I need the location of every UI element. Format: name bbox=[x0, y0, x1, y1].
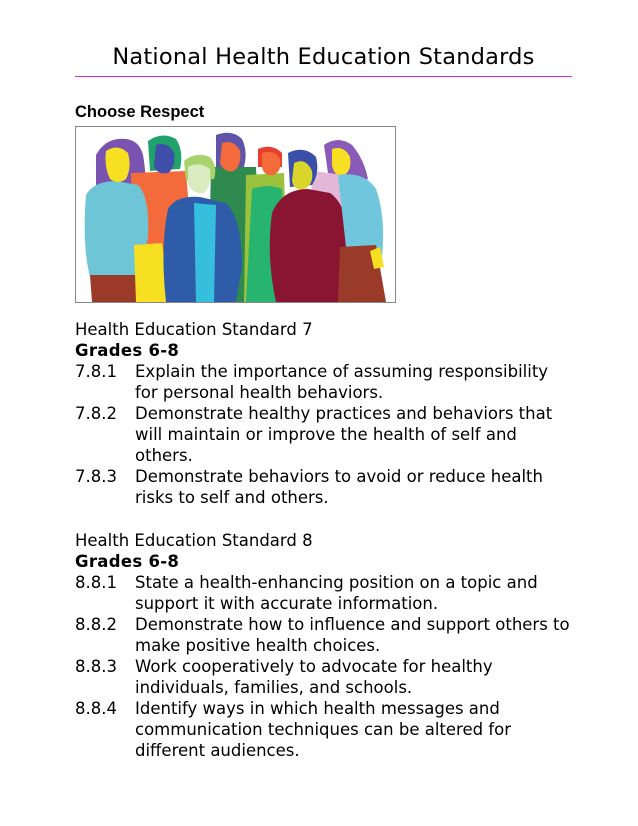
item-number: 8.8.3 bbox=[75, 657, 117, 676]
item-text: Explain the importance of assuming responsibility for personal health behaviors. bbox=[135, 362, 549, 402]
standard-8-section bbox=[75, 530, 575, 761]
list-item bbox=[75, 466, 575, 508]
list-item bbox=[75, 614, 575, 656]
page-title: National Health Education Standards bbox=[112, 44, 535, 70]
group-of-people-illustration bbox=[75, 126, 396, 303]
item-text: State a health-enhancing position on a topic and support it with accurate information. bbox=[135, 573, 538, 613]
title-divider bbox=[75, 76, 572, 77]
item-number: 7.8.2 bbox=[75, 404, 117, 423]
item-text: Demonstrate how to influence and support others to make positive health choices. bbox=[135, 615, 570, 655]
standard-heading: Health Education Standard 8 bbox=[75, 531, 313, 550]
item-number: 8.8.4 bbox=[75, 699, 117, 718]
item-text: Demonstrate healthy practices and behaviors that will maintain or improve the health of self and others. bbox=[135, 404, 553, 465]
list-item bbox=[75, 572, 575, 614]
standard-7-section bbox=[75, 319, 575, 508]
item-number: 8.8.1 bbox=[75, 573, 117, 592]
grades-label: Grades 6-8 bbox=[75, 341, 180, 360]
page-subtitle: Choose Respect bbox=[75, 103, 205, 121]
list-item bbox=[75, 361, 575, 403]
item-number: 8.8.2 bbox=[75, 615, 117, 634]
list-item bbox=[75, 698, 575, 761]
item-text: Identify ways in which health messages and communication techniques can be altered for different audiences. bbox=[135, 699, 512, 760]
item-text: Demonstrate behaviors to avoid or reduce health risks to self and others. bbox=[135, 467, 543, 507]
item-text: Work cooperatively to advocate for healthy individuals, families, and schools. bbox=[135, 657, 493, 697]
item-number: 7.8.3 bbox=[75, 467, 117, 486]
item-number: 7.8.1 bbox=[75, 362, 117, 381]
standard-heading: Health Education Standard 7 bbox=[75, 320, 313, 339]
list-item bbox=[75, 656, 575, 698]
grades-label: Grades 6-8 bbox=[75, 552, 180, 571]
list-item bbox=[75, 403, 575, 466]
